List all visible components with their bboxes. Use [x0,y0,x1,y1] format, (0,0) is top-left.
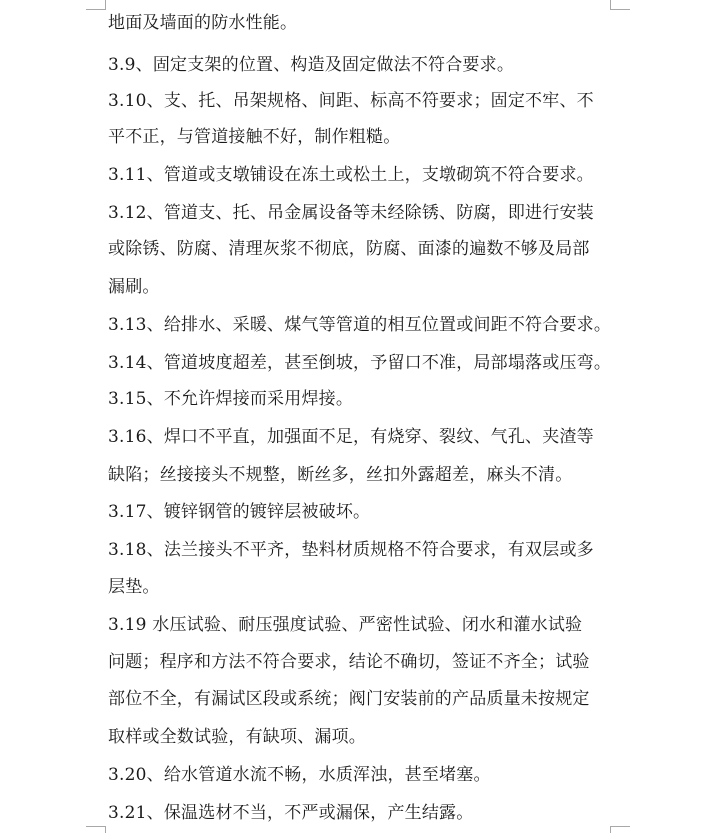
text-line: 取样或全数试验，有缺项、漏项。 [108,727,366,747]
text-line: 3.18、法兰接头不平齐，垫料材质规格不符合要求，有双层或多 [108,540,594,560]
crop-mark-top-left [86,9,106,10]
text-line: 漏刷。 [108,277,160,297]
crop-mark-top-left-vertical [105,0,106,10]
text-line: 3.14、管道坡度超差，甚至倒坡，予留口不准，局部塌落或压弯。 [108,353,612,373]
text-line: 3.11、管道或支墩铺设在冻土或松土上，支墩砌筑不符合要求。 [108,165,594,185]
crop-mark-top-right [610,9,630,10]
crop-mark-bottom-right [610,826,630,827]
crop-mark-bottom-left [86,826,106,827]
text-line: 平不正，与管道接触不好，制作粗糙。 [108,127,401,147]
text-line: 3.15、不允许焊接而采用焊接。 [108,389,354,409]
text-line: 地面及墙面的防水性能。 [108,13,298,33]
text-line: 3.12、管道支、托、吊金属设备等未经除锈、防腐，即进行安装 [108,203,594,223]
text-line: 3.10、支、托、吊架规格、间距、标高不符要求；固定不牢、不 [108,91,594,111]
text-line: 缺陷；丝接接头不规整，断丝多，丝扣外露超差，麻头不清。 [108,465,573,485]
text-line: 3.16、焊口不平直，加强面不足，有烧穿、裂纹、气孔、夹渣等 [108,427,594,447]
text-line: 3.21、保温选材不当，不严或漏保，产生结露。 [108,803,474,823]
crop-mark-bottom-right-vertical [610,826,611,833]
crop-mark-top-right-vertical [610,0,611,10]
text-line: 3.19 水压试验、耐压强度试验、严密性试验、闭水和灌水试验 [108,615,583,635]
text-line: 部位不全，有漏试区段或系统；阀门安装前的产品质量未按规定 [108,689,590,709]
text-line: 3.13、给排水、采暖、煤气等管道的相互位置或间距不符合要求。 [108,315,612,335]
text-line: 层垫。 [108,577,160,597]
text-line: 3.17、镀锌钢管的镀锌层被破坏。 [108,502,371,522]
text-line: 或除锈、防腐、清理灰浆不彻底，防腐、面漆的遍数不够及局部 [108,239,590,259]
text-line: 3.9、固定支架的位置、构造及固定做法不符合要求。 [108,55,515,75]
crop-mark-bottom-left-vertical [105,826,106,833]
text-line: 3.20、给水管道水流不畅，水质浑浊，甚至堵塞。 [108,765,491,785]
text-line: 问题；程序和方法不符合要求，结论不确切，签证不齐全；试验 [108,652,590,672]
